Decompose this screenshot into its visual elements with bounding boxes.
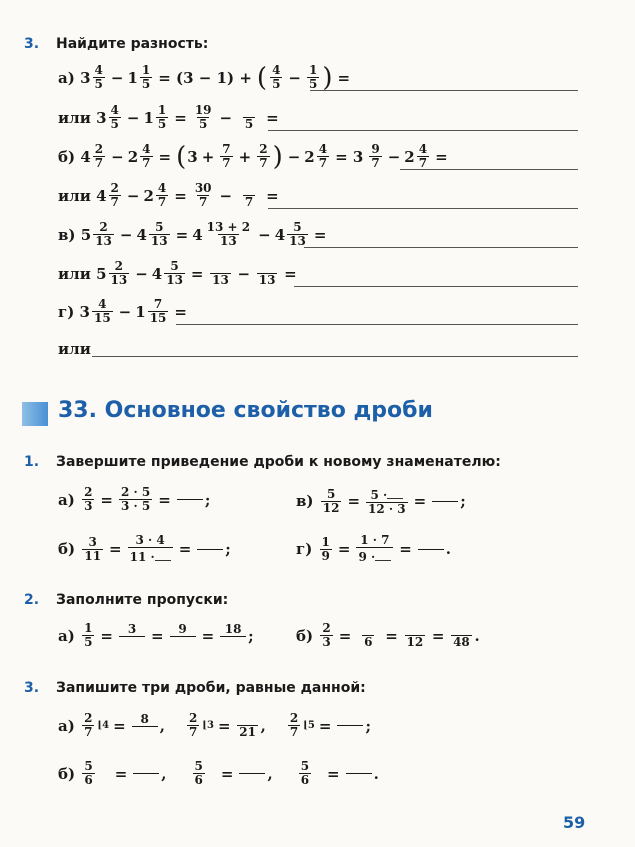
- answer-line[interactable]: [92, 356, 578, 357]
- task3-g-line2: [58, 340, 91, 358]
- expr-text: = 3: [335, 147, 364, 166]
- answer-line[interactable]: [294, 286, 578, 287]
- denominator: 5: [198, 117, 208, 131]
- task3-v-line2: или 5 $\frac{2}{13}$ − 4 $\frac{5}{13}$ = 13 − 13 =: [58, 259, 297, 287]
- blank[interactable]: [337, 725, 363, 738]
- task-number: 1.: [24, 454, 40, 470]
- blank[interactable]: [133, 773, 159, 786]
- section-title: 33. Основное свойство дроби: [58, 398, 433, 423]
- hook-factor: 3: [207, 720, 214, 731]
- answer-line[interactable]: [268, 208, 578, 209]
- hook-factor: 5: [307, 720, 315, 731]
- or-text: или: [58, 340, 91, 358]
- denominator: 3 · 5: [121, 499, 151, 513]
- answer-line[interactable]: [310, 90, 578, 91]
- hook-factor: 4: [102, 720, 110, 731]
- s2-a: а) $\frac{1}{5}$ = 3 = 9 = 18 ;: [58, 621, 254, 649]
- task-title: Завершите приведение дроби к новому знаменателю:: [56, 454, 501, 470]
- blank[interactable]: [387, 486, 403, 499]
- answer-line[interactable]: [304, 247, 578, 248]
- blank[interactable]: [404, 623, 426, 635]
- page-number: 59: [563, 813, 586, 832]
- s1-g: г) $\frac{1}{9}$ = $\frac{1 \cdot 7}{9 \cdot}$ = .: [296, 533, 451, 564]
- item-label: б): [58, 764, 76, 783]
- or-text: или: [58, 264, 91, 283]
- denominator: 12 · 3: [368, 502, 406, 516]
- numerator: 13 + 2: [206, 220, 251, 234]
- or-text: или: [58, 186, 91, 205]
- blank[interactable]: [432, 501, 458, 514]
- blank[interactable]: [375, 548, 391, 561]
- expr-text: = (3 − 1) +: [158, 68, 252, 87]
- blank[interactable]: [119, 636, 145, 649]
- blank[interactable]: [238, 105, 260, 117]
- numerator: 1 · 7: [360, 533, 390, 547]
- numerator: 3 · 4: [135, 533, 165, 547]
- blank[interactable]: [239, 773, 265, 786]
- blank[interactable]: [197, 549, 223, 562]
- denominator: 11 ·: [129, 550, 155, 564]
- item-label: г): [296, 540, 313, 558]
- blank[interactable]: [238, 183, 260, 195]
- blank[interactable]: [346, 773, 372, 786]
- item-label: а): [58, 68, 75, 87]
- blank[interactable]: [155, 548, 171, 561]
- s3-a: а) $\frac{2}{7}$ ⌊4 = 8 , $\frac{2}{7}$ ⌊3 = 21 , $\frac{2}{7}$ ⌊5 = ;: [58, 711, 371, 739]
- task3-b-line1: б) 4 $\frac{2}{7}$ − 2 $\frac{4}{7}$ = ( 3 + $\frac{7}{7}$ + $\frac{2}{7}$ ) − 2 $\frac{4}{7}$ = 3 $\frac{9}{7}$ − 2 $\frac{4}{7}$ =: [58, 141, 448, 172]
- blank[interactable]: [170, 636, 196, 649]
- task3-b-line2: или 4 $\frac{2}{7}$ − 2 $\frac{4}{7}$ = $\frac{30}{7}$ − 7 =: [58, 181, 279, 209]
- blank[interactable]: [135, 761, 157, 773]
- numerator: 5 ·: [370, 488, 388, 502]
- numerator: 19: [194, 103, 212, 117]
- blank[interactable]: [348, 761, 370, 773]
- task-number: 2.: [24, 592, 40, 608]
- answer-line[interactable]: [268, 130, 578, 131]
- answer-line[interactable]: [176, 324, 578, 325]
- item-label: б): [58, 147, 76, 166]
- s1-v: в) $\frac{5}{12}$ = $\frac{5 \cdot}{12 \cdot 3}$ = ;: [296, 486, 466, 516]
- item-label: а): [58, 626, 75, 645]
- s3-b: б) $\frac{5}{6}$ = , $\frac{5}{6}$ = , $\frac{5}{6}$ = .: [58, 759, 379, 787]
- numerator: 2 · 5: [121, 485, 151, 499]
- blank[interactable]: [177, 499, 203, 512]
- blank[interactable]: [418, 549, 444, 562]
- blank[interactable]: [339, 713, 361, 725]
- item-label: а): [58, 716, 75, 735]
- blank[interactable]: [420, 537, 442, 549]
- item-label: г): [58, 302, 75, 321]
- task-number: 3.: [24, 36, 40, 52]
- item-label: в): [58, 225, 76, 244]
- blank[interactable]: [256, 261, 278, 273]
- blank[interactable]: [220, 636, 246, 649]
- blank[interactable]: [199, 537, 221, 549]
- task-title: Запишите три дроби, равные данной:: [56, 680, 366, 696]
- task-number: 3.: [24, 680, 40, 696]
- blank[interactable]: [241, 761, 263, 773]
- item-label: в): [296, 492, 314, 510]
- or-text: или: [58, 108, 91, 127]
- blank[interactable]: [450, 623, 472, 635]
- blank[interactable]: [179, 487, 201, 499]
- task-title: Заполните пропуски:: [56, 592, 229, 608]
- s1-b: б) $\frac{3}{11}$ = $\frac{3 \cdot 4}{11 \cdot}$ = ;: [58, 533, 231, 564]
- blank[interactable]: [357, 623, 379, 635]
- s1-a: а) $\frac{2}{3}$ = $\frac{2 \cdot 5}{3 \cdot 5}$ = ;: [58, 485, 211, 513]
- blank[interactable]: [132, 726, 158, 739]
- section-marker: [22, 402, 48, 426]
- task3-a-line1: а) 3 $\frac{4}{5}$ − 1 $\frac{1}{5}$ = (3 − 1) + ( $\frac{4}{5}$ − $\frac{1}{5}$ ) =: [58, 62, 351, 93]
- task3-g-line1: г) 3 $\frac{4}{15}$ − 1 $\frac{7}{15}$ =: [58, 297, 187, 325]
- item-label: б): [296, 626, 314, 645]
- denominator: 9 ·: [358, 550, 376, 564]
- answer-line[interactable]: [400, 169, 578, 170]
- item-label: б): [58, 540, 76, 558]
- task-title: Найдите разность:: [56, 36, 209, 52]
- blank[interactable]: [434, 489, 456, 501]
- task3-a-line2: или 3 $\frac{4}{5}$ − 1 $\frac{1}{5}$ = $\frac{19}{5}$ − 5 =: [58, 103, 279, 131]
- blank[interactable]: [237, 713, 259, 725]
- task3-v-line1: в) 5 $\frac{2}{13}$ − 4 $\frac{5}{13}$ = 4 $\frac{13 + 2}{13}$ − 4 $\frac{5}{13}$ =: [58, 220, 327, 248]
- numerator: 30: [194, 181, 212, 195]
- item-label: а): [58, 490, 75, 509]
- s2-b: б) $\frac{2}{3}$ = 6 = 12 = 48 .: [296, 621, 480, 649]
- blank[interactable]: [210, 261, 232, 273]
